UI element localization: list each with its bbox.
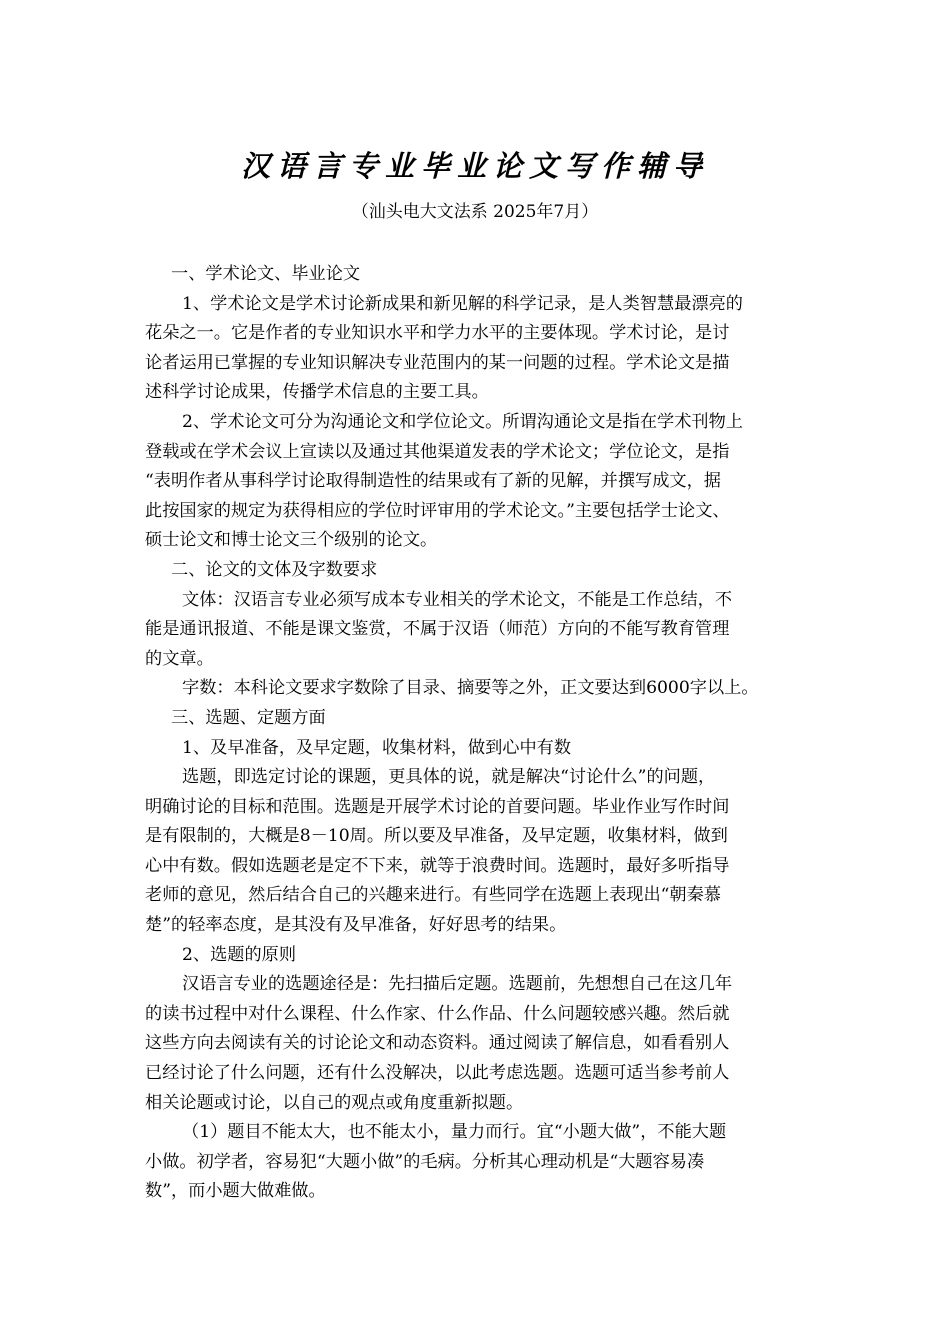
text-line: 是有限制的，大概是8－10周。所以要及早准备，及早定题，收集材料，做到 <box>145 826 728 847</box>
text-line: 的读书过程中对什么课程、什么作家、什么作品、什么问题较感兴趣。然后就 <box>145 1003 730 1024</box>
document-subtitle: （汕头电大文法系 2025年7月） <box>351 202 599 222</box>
text-line: 的文章。 <box>145 648 214 669</box>
text-line: 1、学术论文是学术讨论新成果和新见解的科学记录，是人类智慧最漂亮的 <box>182 293 743 314</box>
text-line: 选题，即选定讨论的课题，更具体的说，就是解决“讨论什么”的问题， <box>182 767 716 788</box>
text-line: 汉语言专业的选题途径是：先扫描后定题。选题前，先想想自己在这几年 <box>182 974 733 995</box>
text-line: 这些方向去阅读有关的讨论论文和动态资料。通过阅读了解信息，如看看别人 <box>145 1033 730 1054</box>
text-line: “表明作者从事科学讨论取得制造性的结果或有了新的见解，并撰写成文，据 <box>145 471 721 492</box>
text-line: 已经讨论了什么问题，还有什么没解决，以此考虑选题。选题可适当参考前人 <box>145 1063 730 1084</box>
text-line: 相关论题或讨论，以自己的观点或角度重新拟题。 <box>145 1092 524 1113</box>
text-line: 心中有数。假如选题老是定不下来，就等于浪费时间。选题时，最好多听指导 <box>145 855 730 876</box>
text-line: 此按国家的规定为获得相应的学位时评审用的学术论文。”主要包括学士论文、 <box>145 500 730 521</box>
text-line: （1）题目不能太大，也不能太小，量力而行。宜“小题大做”，不能大题 <box>182 1122 727 1143</box>
text-line: 文体：汉语言专业必须写成本专业相关的学术论文，不能是工作总结，不 <box>182 589 733 610</box>
document-title: 汉语言专业毕业论文写作辅导 <box>240 149 709 183</box>
text-line: 小做。初学者，容易犯“大题小做”的毛病。分析其心理动机是“大题容易凑 <box>145 1151 705 1172</box>
text-line: 述科学讨论成果，传播学术信息的主要工具。 <box>145 382 489 403</box>
text-line: 明确讨论的目标和范围。选题是开展学术讨论的首要问题。毕业作业写作时间 <box>145 796 730 817</box>
text-line: 二、论文的文体及字数要求 <box>171 559 378 580</box>
text-line: 三、选题、定题方面 <box>171 707 326 728</box>
document-body <box>145 260 815 1207</box>
text-line: 硕士论文和博士论文三个级别的论文。 <box>145 530 438 551</box>
text-line: 楚”的轻率态度，是其没有及早准备，好好思考的结果。 <box>145 915 567 936</box>
text-line: 2、选题的原则 <box>182 944 297 965</box>
text-line: 论者运用已掌握的专业知识解决专业范围内的某一问题的过程。学术论文是描 <box>145 352 730 373</box>
text-line: 能是通讯报道、不能是课文鉴赏，不属于汉语（师范）方向的不能写教育管理 <box>145 619 730 640</box>
text-line: 花朵之一。它是作者的专业知识水平和学力水平的主要体现。学术讨论，是讨 <box>145 323 730 344</box>
text-line: 数”，而小题大做难做。 <box>145 1181 326 1202</box>
text-line: 老师的意见，然后结合自己的兴趣来进行。有些同学在选题上表现出“朝秦慕 <box>145 885 721 906</box>
text-line: 2、学术论文可分为沟通论文和学位论文。所谓沟通论文是指在学术刊物上 <box>182 411 743 432</box>
text-line: 登载或在学术会议上宣读以及通过其他渠道发表的学术论文；学位论文，是指 <box>145 441 730 462</box>
text-line: 字数：本科论文要求字数除了目录、摘要等之外，正文要达到6000字以上。 <box>182 678 759 699</box>
text-line: 1、及早准备，及早定题，收集材料，做到心中有数 <box>182 737 572 758</box>
text-line: 一、学术论文、毕业论文 <box>171 264 361 284</box>
